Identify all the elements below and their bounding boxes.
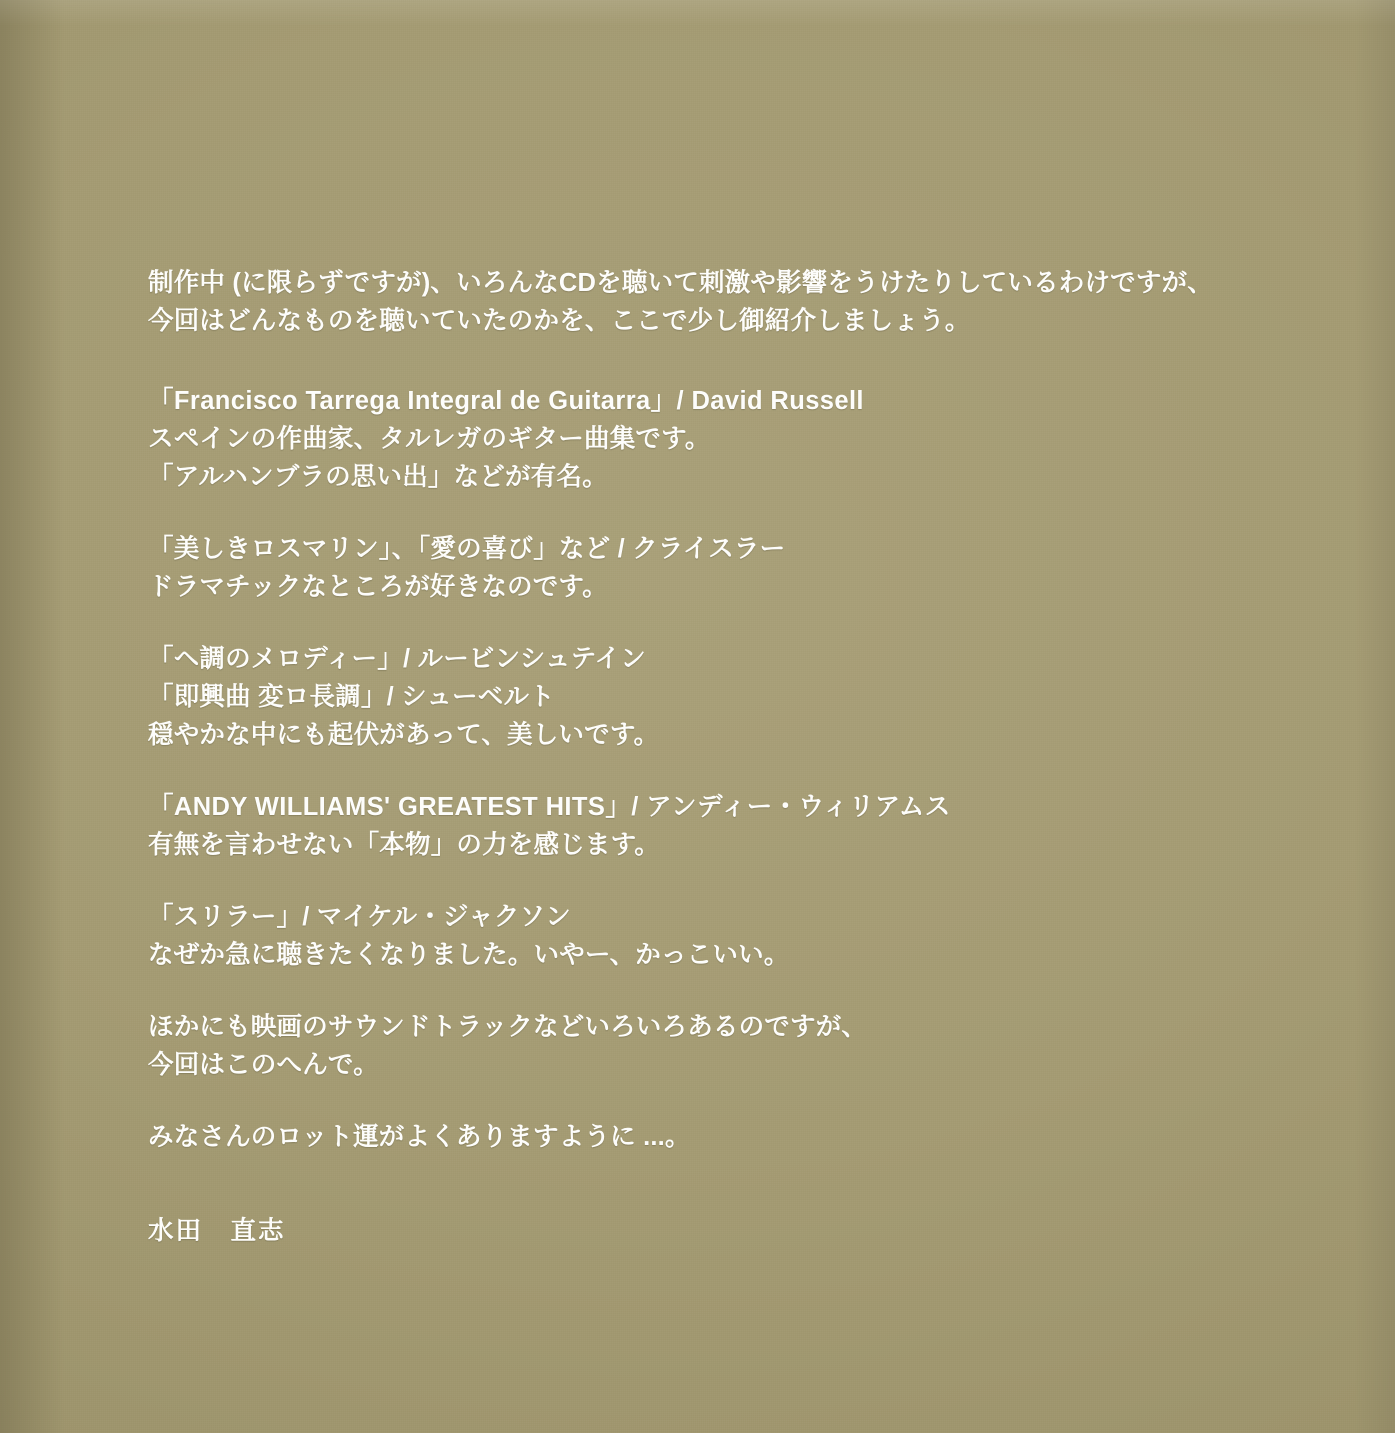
left-edge-shadow	[0, 0, 64, 1433]
paragraph-outro	[148, 1008, 1268, 1084]
text-line: 今回はどんなものを聴いていたのかを、ここで少し御紹介しましょう。	[148, 307, 971, 335]
paragraph-album-2	[148, 530, 1268, 606]
top-edge-highlight	[0, 0, 1395, 26]
paragraph-closing-wish	[148, 1118, 1268, 1156]
text-line: なぜか急に聴きたくなりました。いやー、かっこいい。	[148, 941, 790, 969]
text-line: 「アルハンブラの思い出」などが有名。	[148, 463, 608, 491]
album-title-line: 「ヘ調のメロディー」/ ルービンシュテイン	[148, 645, 646, 673]
paragraph-album-3	[148, 640, 1268, 754]
paragraph-intro	[148, 264, 1268, 340]
album-title-line: 「ANDY WILLIAMS' GREATEST HITS」/ アンディー・ウィリアムス	[148, 793, 951, 821]
text-line: 穏やかな中にも起伏があって、美しいです。	[148, 721, 660, 749]
signature-name: 水田 直志	[148, 1217, 286, 1245]
album-title-line: 「美しきロスマリン」、「愛の喜び」など / クライスラー	[148, 535, 786, 563]
album-title-line: 「Francisco Tarrega Integral de Guitarra」/ David Russell	[148, 387, 864, 415]
text-line: 今回はこのへんで。	[148, 1051, 379, 1079]
author-signature	[148, 1212, 1268, 1250]
right-edge-shadow	[1355, 0, 1395, 1433]
text-line: みなさんのロット運がよくありますように ...。	[148, 1123, 691, 1151]
text-line: 有無を言わせない「本物」の力を感じます。	[148, 831, 660, 859]
text-line: スペインの作曲家、タルレガのギター曲集です。	[148, 425, 711, 453]
paragraph-album-5	[148, 898, 1268, 974]
paragraph-album-1	[148, 382, 1268, 496]
album-title-line: 「スリラー」/ マイケル・ジャクソン	[148, 903, 571, 931]
text-line: ドラマチックなところが好きなのです。	[148, 573, 608, 601]
liner-notes-content	[148, 264, 1268, 1284]
paragraph-album-4	[148, 788, 1268, 864]
text-line: ほかにも映画のサウンドトラックなどいろいろあるのですが、	[148, 1013, 868, 1041]
album-title-line: 「即興曲 変ロ長調」/ シューベルト	[148, 683, 555, 711]
text-line: 制作中 (に限らずですが)、いろんなCDを聴いて刺激や影響をうけたりしているわけですが、	[148, 269, 1213, 297]
